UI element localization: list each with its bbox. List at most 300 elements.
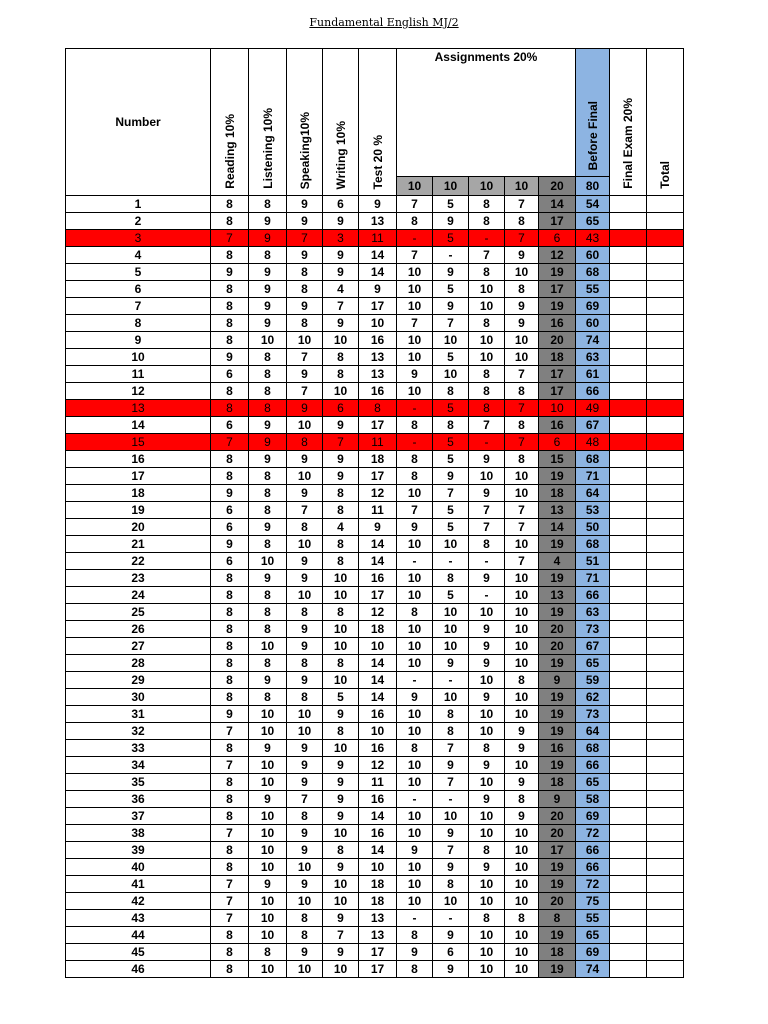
cell-writing: 10 <box>323 961 359 978</box>
cell-final-exam <box>610 332 647 349</box>
cell-test: 8 <box>359 400 397 417</box>
cell-listening: 8 <box>249 655 287 672</box>
cell-before-final: 69 <box>576 298 610 315</box>
cell-reading: 8 <box>211 791 249 808</box>
cell-speaking: 9 <box>287 774 323 791</box>
cell-assignment-2: 5 <box>433 349 469 366</box>
table-row <box>66 638 684 655</box>
cell-speaking: 10 <box>287 417 323 434</box>
cell-assignment-1: 8 <box>397 468 433 485</box>
cell-final-exam <box>610 740 647 757</box>
cell-writing: 8 <box>323 349 359 366</box>
cell-number: 30 <box>66 689 211 706</box>
cell-total <box>647 859 684 876</box>
cell-assignment-4: 10 <box>505 961 539 978</box>
cell-writing: 10 <box>323 876 359 893</box>
cell-listening: 10 <box>249 842 287 859</box>
cell-writing: 9 <box>323 859 359 876</box>
cell-assignment-sum: 6 <box>539 434 576 451</box>
table-row <box>66 570 684 587</box>
cell-before-final: 63 <box>576 604 610 621</box>
cell-assignment-1: 7 <box>397 315 433 332</box>
cell-reading: 8 <box>211 451 249 468</box>
cell-assignment-1: 10 <box>397 332 433 349</box>
cell-final-exam <box>610 468 647 485</box>
table-row <box>66 944 684 961</box>
cell-listening: 8 <box>249 536 287 553</box>
cell-total <box>647 451 684 468</box>
cell-reading: 8 <box>211 638 249 655</box>
cell-before-final: 74 <box>576 961 610 978</box>
cell-assignment-1: 10 <box>397 281 433 298</box>
cell-assignment-4: 10 <box>505 842 539 859</box>
cell-listening: 10 <box>249 706 287 723</box>
cell-listening: 9 <box>249 791 287 808</box>
cell-reading: 6 <box>211 519 249 536</box>
cell-before-final: 71 <box>576 468 610 485</box>
cell-assignment-1: - <box>397 230 433 247</box>
cell-reading: 7 <box>211 434 249 451</box>
cell-reading: 9 <box>211 485 249 502</box>
cell-number: 1 <box>66 196 211 213</box>
cell-assignment-sum: 6 <box>539 230 576 247</box>
cell-total <box>647 468 684 485</box>
cell-total <box>647 315 684 332</box>
header-test-label: Test 20 % <box>370 134 385 189</box>
cell-writing: 8 <box>323 502 359 519</box>
cell-final-exam <box>610 247 647 264</box>
cell-assignment-3: 10 <box>469 944 505 961</box>
cell-assignment-4: 7 <box>505 502 539 519</box>
cell-total <box>647 196 684 213</box>
cell-assignment-sum: 14 <box>539 519 576 536</box>
table-row <box>66 553 684 570</box>
header-final-exam <box>610 49 647 196</box>
cell-assignment-3: 8 <box>469 264 505 281</box>
cell-test: 16 <box>359 332 397 349</box>
cell-before-final: 59 <box>576 672 610 689</box>
cell-test: 14 <box>359 672 397 689</box>
cell-before-final: 60 <box>576 315 610 332</box>
cell-final-exam <box>610 536 647 553</box>
cell-assignment-1: 8 <box>397 417 433 434</box>
cell-assignment-1: 9 <box>397 842 433 859</box>
cell-assignment-3: 9 <box>469 570 505 587</box>
cell-assignment-1: - <box>397 553 433 570</box>
cell-total <box>647 264 684 281</box>
cell-listening: 8 <box>249 689 287 706</box>
cell-writing: 9 <box>323 417 359 434</box>
table-row <box>66 213 684 230</box>
cell-test: 11 <box>359 230 397 247</box>
cell-total <box>647 587 684 604</box>
cell-listening: 10 <box>249 927 287 944</box>
cell-assignment-2: 5 <box>433 281 469 298</box>
cell-reading: 8 <box>211 570 249 587</box>
cell-assignment-1: 10 <box>397 383 433 400</box>
cell-before-final: 69 <box>576 944 610 961</box>
cell-number: 4 <box>66 247 211 264</box>
cell-reading: 8 <box>211 332 249 349</box>
table-row <box>66 434 684 451</box>
cell-assignment-sum: 16 <box>539 417 576 434</box>
cell-final-exam <box>610 553 647 570</box>
cell-number: 26 <box>66 621 211 638</box>
header-listening <box>249 49 287 196</box>
cell-assignment-2: 9 <box>433 468 469 485</box>
header-reading-label: Reading 10% <box>222 114 237 189</box>
cell-total <box>647 842 684 859</box>
cell-assignment-3: 9 <box>469 859 505 876</box>
cell-assignment-2: 5 <box>433 519 469 536</box>
cell-test: 16 <box>359 825 397 842</box>
cell-total <box>647 417 684 434</box>
cell-reading: 8 <box>211 859 249 876</box>
cell-listening: 9 <box>249 281 287 298</box>
cell-assignment-3: - <box>469 553 505 570</box>
cell-assignment-3: 8 <box>469 383 505 400</box>
cell-assignment-4: 8 <box>505 213 539 230</box>
header-reading <box>211 49 249 196</box>
cell-test: 17 <box>359 587 397 604</box>
cell-listening: 8 <box>249 468 287 485</box>
cell-assignment-1: - <box>397 910 433 927</box>
header-writing <box>323 49 359 196</box>
cell-assignment-1: - <box>397 791 433 808</box>
cell-listening: 9 <box>249 264 287 281</box>
cell-final-exam <box>610 672 647 689</box>
cell-before-final: 73 <box>576 621 610 638</box>
cell-before-final: 65 <box>576 655 610 672</box>
cell-assignment-2: 9 <box>433 757 469 774</box>
cell-speaking: 8 <box>287 655 323 672</box>
cell-speaking: 7 <box>287 383 323 400</box>
cell-test: 10 <box>359 723 397 740</box>
cell-assignment-sum: 15 <box>539 451 576 468</box>
cell-final-exam <box>610 196 647 213</box>
cell-speaking: 9 <box>287 638 323 655</box>
cell-speaking: 10 <box>287 468 323 485</box>
cell-number: 7 <box>66 298 211 315</box>
cell-number: 16 <box>66 451 211 468</box>
cell-assignment-2: 7 <box>433 485 469 502</box>
cell-assignment-sum: 18 <box>539 944 576 961</box>
cell-writing: 9 <box>323 910 359 927</box>
cell-test: 14 <box>359 264 397 281</box>
cell-listening: 10 <box>249 859 287 876</box>
cell-assignment-4: 10 <box>505 485 539 502</box>
cell-test: 13 <box>359 927 397 944</box>
cell-final-exam <box>610 791 647 808</box>
cell-speaking: 10 <box>287 332 323 349</box>
cell-assignment-1: 10 <box>397 349 433 366</box>
cell-final-exam <box>610 281 647 298</box>
cell-total <box>647 230 684 247</box>
cell-total <box>647 757 684 774</box>
cell-assignment-sum: 19 <box>539 468 576 485</box>
cell-assignment-4: 7 <box>505 400 539 417</box>
cell-number: 31 <box>66 706 211 723</box>
cell-before-final: 48 <box>576 434 610 451</box>
cell-reading: 7 <box>211 893 249 910</box>
cell-before-final: 60 <box>576 247 610 264</box>
cell-assignment-4: 10 <box>505 587 539 604</box>
cell-listening: 8 <box>249 587 287 604</box>
cell-assignment-1: 9 <box>397 519 433 536</box>
cell-reading: 8 <box>211 808 249 825</box>
cell-assignment-3: 10 <box>469 672 505 689</box>
cell-listening: 9 <box>249 672 287 689</box>
cell-assignment-4: 7 <box>505 434 539 451</box>
cell-listening: 10 <box>249 825 287 842</box>
cell-test: 16 <box>359 570 397 587</box>
cell-number: 36 <box>66 791 211 808</box>
cell-assignment-sum: 16 <box>539 315 576 332</box>
cell-listening: 10 <box>249 553 287 570</box>
cell-listening: 8 <box>249 349 287 366</box>
cell-test: 14 <box>359 655 397 672</box>
cell-before-final: 61 <box>576 366 610 383</box>
table-row <box>66 791 684 808</box>
cell-listening: 9 <box>249 740 287 757</box>
cell-final-exam <box>610 587 647 604</box>
cell-test: 14 <box>359 842 397 859</box>
cell-test: 14 <box>359 689 397 706</box>
cell-writing: 6 <box>323 400 359 417</box>
cell-test: 18 <box>359 621 397 638</box>
cell-assignment-1: - <box>397 400 433 417</box>
cell-writing: 8 <box>323 655 359 672</box>
cell-listening: 9 <box>249 451 287 468</box>
cell-test: 17 <box>359 944 397 961</box>
cell-reading: 7 <box>211 723 249 740</box>
cell-before-final: 68 <box>576 536 610 553</box>
cell-number: 29 <box>66 672 211 689</box>
cell-test: 11 <box>359 502 397 519</box>
cell-assignment-4: 9 <box>505 315 539 332</box>
cell-speaking: 9 <box>287 485 323 502</box>
cell-reading: 8 <box>211 689 249 706</box>
cell-listening: 8 <box>249 502 287 519</box>
cell-before-final: 68 <box>576 451 610 468</box>
table-row <box>66 264 684 281</box>
header-assignments: Assignments 20% <box>397 49 576 177</box>
cell-writing: 5 <box>323 689 359 706</box>
cell-assignment-sum: 19 <box>539 961 576 978</box>
cell-listening: 10 <box>249 808 287 825</box>
table-row <box>66 281 684 298</box>
max-before-final: 80 <box>576 177 610 196</box>
cell-assignment-3: 10 <box>469 349 505 366</box>
cell-assignment-2: 10 <box>433 332 469 349</box>
cell-assignment-sum: 16 <box>539 740 576 757</box>
header-before-final <box>576 49 610 177</box>
cell-assignment-3: 9 <box>469 485 505 502</box>
max-assignment-2: 10 <box>433 177 469 196</box>
cell-assignment-4: 7 <box>505 553 539 570</box>
cell-assignment-4: 8 <box>505 383 539 400</box>
cell-writing: 9 <box>323 706 359 723</box>
cell-writing: 10 <box>323 621 359 638</box>
cell-listening: 8 <box>249 485 287 502</box>
table-row <box>66 417 684 434</box>
cell-assignment-2: - <box>433 247 469 264</box>
cell-assignment-4: 10 <box>505 689 539 706</box>
cell-assignment-4: 10 <box>505 893 539 910</box>
cell-before-final: 65 <box>576 774 610 791</box>
cell-assignment-4: 7 <box>505 230 539 247</box>
cell-assignment-2: 8 <box>433 417 469 434</box>
cell-assignment-4: 8 <box>505 281 539 298</box>
cell-total <box>647 247 684 264</box>
cell-writing: 3 <box>323 230 359 247</box>
table-row <box>66 723 684 740</box>
cell-reading: 9 <box>211 536 249 553</box>
cell-reading: 8 <box>211 774 249 791</box>
cell-assignment-1: 8 <box>397 451 433 468</box>
cell-before-final: 50 <box>576 519 610 536</box>
table-row <box>66 536 684 553</box>
table-row <box>66 808 684 825</box>
cell-assignment-2: 10 <box>433 621 469 638</box>
cell-assignment-3: 8 <box>469 740 505 757</box>
max-assignment-sum: 20 <box>539 177 576 196</box>
cell-before-final: 67 <box>576 638 610 655</box>
cell-test: 14 <box>359 553 397 570</box>
cell-assignment-sum: 13 <box>539 587 576 604</box>
cell-writing: 8 <box>323 723 359 740</box>
cell-writing: 10 <box>323 825 359 842</box>
cell-final-exam <box>610 689 647 706</box>
table-row <box>66 349 684 366</box>
cell-final-exam <box>610 910 647 927</box>
cell-speaking: 7 <box>287 502 323 519</box>
cell-assignment-4: 10 <box>505 825 539 842</box>
cell-speaking: 9 <box>287 213 323 230</box>
cell-assignment-3: 10 <box>469 281 505 298</box>
cell-number: 21 <box>66 536 211 553</box>
cell-assignment-2: 8 <box>433 383 469 400</box>
cell-total <box>647 502 684 519</box>
cell-reading: 8 <box>211 961 249 978</box>
cell-listening: 8 <box>249 247 287 264</box>
cell-before-final: 66 <box>576 842 610 859</box>
cell-reading: 7 <box>211 825 249 842</box>
cell-assignment-sum: 17 <box>539 383 576 400</box>
cell-reading: 8 <box>211 383 249 400</box>
cell-assignment-3: 10 <box>469 774 505 791</box>
cell-speaking: 10 <box>287 723 323 740</box>
cell-before-final: 65 <box>576 927 610 944</box>
cell-number: 33 <box>66 740 211 757</box>
cell-test: 13 <box>359 910 397 927</box>
cell-speaking: 9 <box>287 570 323 587</box>
cell-test: 10 <box>359 315 397 332</box>
cell-before-final: 64 <box>576 485 610 502</box>
cell-listening: 9 <box>249 876 287 893</box>
cell-writing: 4 <box>323 519 359 536</box>
cell-test: 13 <box>359 213 397 230</box>
cell-speaking: 8 <box>287 315 323 332</box>
cell-assignment-3: 9 <box>469 757 505 774</box>
cell-speaking: 9 <box>287 842 323 859</box>
table-row <box>66 825 684 842</box>
cell-assignment-1: 10 <box>397 536 433 553</box>
cell-writing: 10 <box>323 383 359 400</box>
cell-listening: 9 <box>249 213 287 230</box>
cell-test: 10 <box>359 638 397 655</box>
cell-assignment-1: 10 <box>397 808 433 825</box>
cell-assignment-4: 8 <box>505 910 539 927</box>
cell-final-exam <box>610 876 647 893</box>
cell-assignment-2: 7 <box>433 842 469 859</box>
cell-reading: 8 <box>211 247 249 264</box>
cell-before-final: 65 <box>576 213 610 230</box>
table-row <box>66 587 684 604</box>
cell-total <box>647 672 684 689</box>
cell-listening: 10 <box>249 961 287 978</box>
cell-writing: 7 <box>323 434 359 451</box>
cell-reading: 8 <box>211 281 249 298</box>
cell-assignment-2: 9 <box>433 961 469 978</box>
cell-assignment-1: 10 <box>397 893 433 910</box>
document-title: Fundamental English MJ/2 <box>309 16 459 29</box>
cell-reading: 6 <box>211 553 249 570</box>
cell-reading: 6 <box>211 502 249 519</box>
cell-reading: 8 <box>211 400 249 417</box>
cell-assignment-sum: 19 <box>539 689 576 706</box>
cell-speaking: 9 <box>287 740 323 757</box>
cell-assignment-1: 10 <box>397 485 433 502</box>
cell-assignment-2: 8 <box>433 876 469 893</box>
cell-reading: 8 <box>211 740 249 757</box>
cell-listening: 8 <box>249 604 287 621</box>
cell-number: 6 <box>66 281 211 298</box>
cell-assignment-sum: 9 <box>539 791 576 808</box>
cell-total <box>647 519 684 536</box>
cell-reading: 8 <box>211 587 249 604</box>
cell-number: 12 <box>66 383 211 400</box>
cell-final-exam <box>610 621 647 638</box>
cell-number: 20 <box>66 519 211 536</box>
cell-writing: 9 <box>323 757 359 774</box>
cell-test: 14 <box>359 808 397 825</box>
cell-test: 18 <box>359 893 397 910</box>
cell-assignment-2: 10 <box>433 604 469 621</box>
cell-test: 11 <box>359 774 397 791</box>
cell-assignment-3: 10 <box>469 468 505 485</box>
cell-assignment-2: 5 <box>433 502 469 519</box>
cell-writing: 7 <box>323 927 359 944</box>
cell-test: 16 <box>359 706 397 723</box>
cell-final-exam <box>610 315 647 332</box>
cell-assignment-1: 10 <box>397 706 433 723</box>
header-speaking <box>287 49 323 196</box>
cell-assignment-sum: 20 <box>539 638 576 655</box>
cell-final-exam <box>610 961 647 978</box>
cell-assignment-3: 10 <box>469 876 505 893</box>
cell-assignment-2: 7 <box>433 774 469 791</box>
cell-speaking: 10 <box>287 961 323 978</box>
cell-test: 11 <box>359 434 397 451</box>
cell-assignment-3: 7 <box>469 502 505 519</box>
cell-final-exam <box>610 451 647 468</box>
cell-number: 18 <box>66 485 211 502</box>
cell-final-exam <box>610 383 647 400</box>
cell-total <box>647 281 684 298</box>
cell-test: 16 <box>359 740 397 757</box>
cell-listening: 10 <box>249 723 287 740</box>
